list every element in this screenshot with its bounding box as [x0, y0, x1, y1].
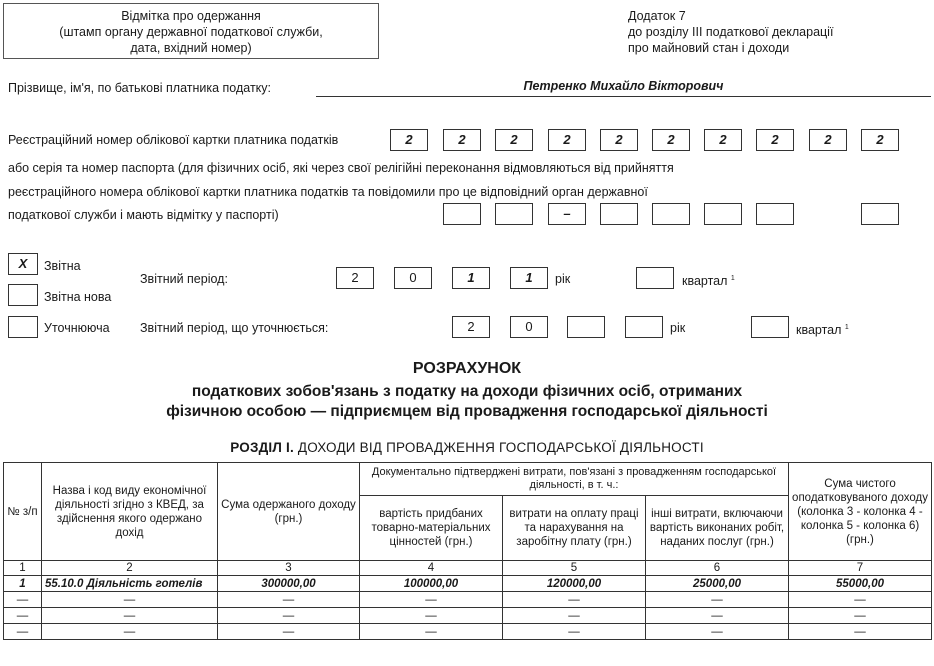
- corr-year-word: рік: [670, 321, 686, 335]
- passport-cell[interactable]: [443, 203, 481, 225]
- stamp-line-3: дата, вхідний номер): [130, 41, 252, 55]
- cell-income[interactable]: 300000,00: [218, 576, 360, 592]
- period-year-digit[interactable]: 1: [452, 267, 490, 289]
- receipt-stamp-box: [3, 3, 379, 59]
- table-row: [4, 608, 932, 624]
- passport-cell[interactable]: [652, 203, 690, 225]
- reg-digit-cell[interactable]: 2: [390, 129, 428, 151]
- document-subtitle-line-2: фізичною особою — підприємцем від провадження господарської діяльності: [166, 403, 768, 420]
- cell-labor-cost[interactable]: 120000,00: [503, 576, 646, 592]
- section-prefix: РОЗДІЛ І.: [230, 440, 294, 455]
- cell-income[interactable]: —: [218, 592, 360, 608]
- report-type-correcting-label: Уточнююча: [44, 321, 110, 335]
- header-expenses-group: Документально підтверджені витрати, пов'язані з провадженням господарської діяльності, в т. ч.:: [360, 463, 789, 496]
- corr-quarter-cell[interactable]: [751, 316, 789, 338]
- period-year-word: рік: [555, 272, 571, 286]
- report-type-correcting-checkbox[interactable]: [8, 316, 38, 338]
- cell-goods-cost[interactable]: —: [360, 624, 503, 640]
- corrected-period-label: Звітний період, що уточнюється:: [140, 321, 329, 335]
- corr-year-digit[interactable]: 2: [452, 316, 490, 338]
- cell-activity[interactable]: —: [42, 608, 218, 624]
- header-net-income: Сума чистого оподатковуваного доходу (колонка 3 - колонка 4 - колонка 5 - колонка 6) (грн.): [789, 463, 932, 561]
- col-number: 5: [503, 561, 646, 576]
- document-title: РОЗРАХУНОК: [412, 360, 522, 377]
- cell-income[interactable]: —: [218, 608, 360, 624]
- passport-note-line-2: реєстраційного номера облікової картки платника податків та повідомили про це відповідний орган державної: [8, 185, 648, 199]
- cell-labor-cost[interactable]: —: [503, 608, 646, 624]
- section-title: ДОХОДИ ВІД ПРОВАДЖЕННЯ ГОСПОДАРСЬКОЇ ДІЯЛЬНОСТІ: [297, 440, 704, 455]
- reg-digit-cell[interactable]: 2: [443, 129, 481, 151]
- period-quarter-label: квартал $^1$: [682, 274, 735, 289]
- header-goods-cost: вартість придбаних товарно-матеріальних цінностей (грн.): [360, 496, 503, 561]
- cell-net-income[interactable]: —: [789, 608, 932, 624]
- passport-cell[interactable]: [600, 203, 638, 225]
- header-labor-cost: витрати на оплату праці та нарахування на заробітну плату (грн.): [503, 496, 646, 561]
- col-number: 2: [42, 561, 218, 576]
- taxpayer-name-field[interactable]: Петренко Михайло Вікторович: [523, 79, 724, 93]
- passport-note-line-1: або серія та номер паспорта (для фізичних осіб, які через свої релігійні переконання відмовляються від прийняття: [8, 161, 674, 175]
- income-table: [3, 462, 932, 640]
- cell-activity[interactable]: —: [42, 624, 218, 640]
- cell-goods-cost[interactable]: 100000,00: [360, 576, 503, 592]
- passport-cell[interactable]: [495, 203, 533, 225]
- passport-cell[interactable]: [861, 203, 899, 225]
- appendix-line-3: про майновий стан і доходи: [628, 41, 790, 55]
- period-year-digit[interactable]: 1: [510, 267, 548, 289]
- report-type-new-checkbox[interactable]: [8, 284, 38, 306]
- reg-digit-cell[interactable]: 2: [756, 129, 794, 151]
- reg-digit-cell[interactable]: 2: [861, 129, 899, 151]
- header-income: Сума одержаного доходу (грн.): [218, 463, 360, 561]
- reg-digit-cell[interactable]: 2: [548, 129, 586, 151]
- reg-digit-cell[interactable]: 2: [495, 129, 533, 151]
- taxpayer-name-underline: [316, 96, 931, 97]
- document-subtitle-line-1: податкових зобов'язань з податку на доходи фізичних осіб, отриманих: [191, 383, 743, 400]
- appendix-line-1: Додаток 7: [628, 9, 686, 23]
- passport-note-line-3: податкової служби і мають відмітку у паспорті): [8, 208, 279, 222]
- reg-digit-cell[interactable]: 2: [704, 129, 742, 151]
- cell-activity[interactable]: 55.10.0 Діяльність готелів: [42, 576, 218, 592]
- passport-cell[interactable]: [756, 203, 794, 225]
- cell-other-cost[interactable]: —: [646, 608, 789, 624]
- report-type-regular-label: Звітна: [44, 259, 81, 273]
- corr-year-digit[interactable]: [567, 316, 605, 338]
- section-heading: [0, 440, 934, 455]
- passport-cell[interactable]: –: [548, 203, 586, 225]
- reg-number-label: Реєстраційний номер облікової картки платника податків: [8, 133, 339, 147]
- cell-goods-cost[interactable]: —: [360, 592, 503, 608]
- cell-other-cost[interactable]: —: [646, 592, 789, 608]
- corr-year-digit[interactable]: 0: [510, 316, 548, 338]
- cell-activity[interactable]: —: [42, 592, 218, 608]
- header-row-number: № з/п: [4, 463, 42, 561]
- period-year-digit[interactable]: 0: [394, 267, 432, 289]
- stamp-line-1: Відмітка про одержання: [121, 9, 261, 23]
- reg-digit-cell[interactable]: 2: [652, 129, 690, 151]
- cell-labor-cost[interactable]: —: [503, 592, 646, 608]
- stamp-line-2: (штамп органу державної податкової служби,: [59, 25, 323, 39]
- corr-year-digit[interactable]: [625, 316, 663, 338]
- cell-labor-cost[interactable]: —: [503, 624, 646, 640]
- report-type-regular-checkbox[interactable]: X: [8, 253, 38, 275]
- col-number: 4: [360, 561, 503, 576]
- cell-row-number[interactable]: —: [4, 608, 42, 624]
- col-number: 6: [646, 561, 789, 576]
- cell-other-cost[interactable]: —: [646, 624, 789, 640]
- cell-row-number[interactable]: —: [4, 624, 42, 640]
- footnote-mark: 1: [730, 275, 735, 282]
- header-other-cost: інші витрати, включаючи вартість виконаних робіт, наданих послуг (грн.): [646, 496, 789, 561]
- cell-goods-cost[interactable]: —: [360, 608, 503, 624]
- cell-net-income[interactable]: —: [789, 592, 932, 608]
- taxpayer-name-label: Прізвище, ім'я, по батькові платника податку:: [8, 81, 272, 95]
- table-row: [4, 592, 932, 608]
- reg-digit-cell[interactable]: 2: [600, 129, 638, 151]
- reporting-period-label: Звітний період:: [140, 272, 228, 286]
- cell-income[interactable]: —: [218, 624, 360, 640]
- col-number: 1: [4, 561, 42, 576]
- cell-net-income[interactable]: —: [789, 624, 932, 640]
- cell-other-cost[interactable]: 25000,00: [646, 576, 789, 592]
- appendix-note: [628, 8, 833, 56]
- header-activity: Назва і код виду економічної діяльності згідно з КВЕД, за здійснення якого одержано дохід: [42, 463, 218, 561]
- footnote-mark: 1: [844, 324, 849, 331]
- reg-digit-cell[interactable]: 2: [809, 129, 847, 151]
- period-quarter-cell[interactable]: [636, 267, 674, 289]
- corr-quarter-label: квартал $^1$: [796, 323, 849, 338]
- cell-row-number[interactable]: 1: [4, 576, 42, 592]
- table-row: [4, 624, 932, 640]
- appendix-line-2: до розділу ІІІ податкової декларації: [628, 25, 834, 39]
- col-number: 7: [789, 561, 932, 576]
- period-year-digit[interactable]: 2: [336, 267, 374, 289]
- passport-cell[interactable]: [704, 203, 742, 225]
- col-number: 3: [218, 561, 360, 576]
- cell-row-number[interactable]: —: [4, 592, 42, 608]
- table-row: [4, 576, 932, 592]
- cell-net-income[interactable]: 55000,00: [789, 576, 932, 592]
- report-type-new-label: Звітна нова: [44, 290, 112, 304]
